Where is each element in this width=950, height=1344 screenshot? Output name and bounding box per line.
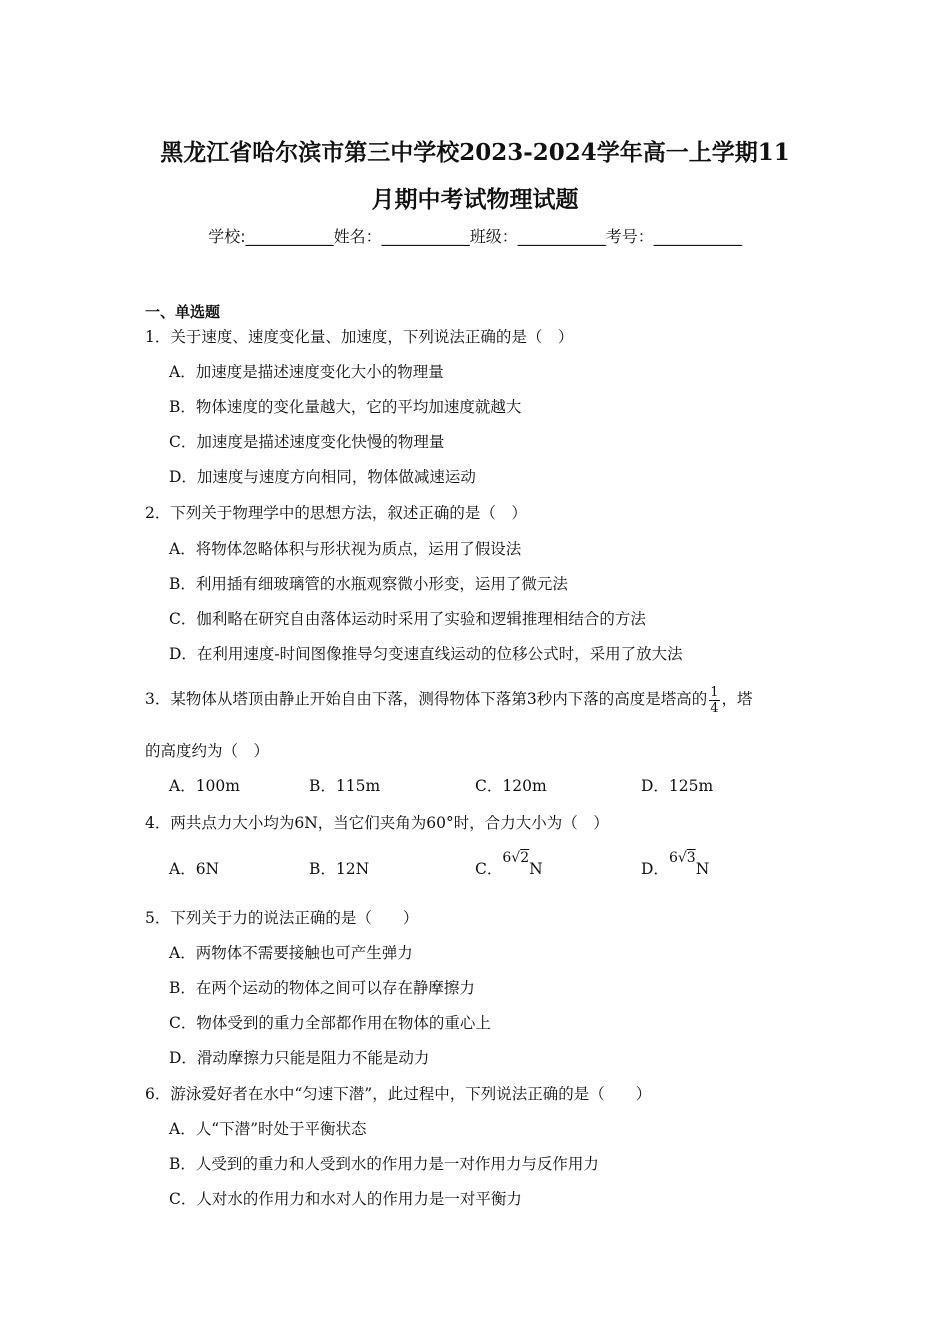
question-2-option-c: C．伽利略在研究自由落体运动时采用了实验和逻辑推理相结合的方法 (169, 610, 646, 628)
unit: N (529, 860, 543, 878)
question-4-options (169, 850, 849, 882)
question-5-option-d: D．滑动摩擦力只能是阻力不能是动力 (169, 1049, 430, 1067)
question-6-option-a: A．人“下潜”时处于平衡状态 (169, 1120, 367, 1138)
question-1-option-b: B．物体速度的变化量越大，它的平均加速度就越大 (169, 398, 522, 416)
question-2-option-a: A．将物体忽略体积与形状视为质点，运用了假设法 (169, 540, 522, 558)
title-line-2: 月期中考试物理试题 (371, 186, 579, 213)
question-1-option-c: C．加速度是描述速度变化快慢的物理量 (169, 433, 445, 451)
question-4-stem: 4．两共点力大小均为6N，当它们夹角为60°时，合力大小为（ ） (145, 814, 609, 832)
question-2-stem: 2．下列关于物理学中的思想方法，叙述正确的是（ ） (145, 504, 527, 522)
radicand: 2 (520, 850, 530, 866)
unit: N (695, 860, 710, 878)
class-field: 班级：___________ (469, 227, 606, 246)
school-field: 学校:___________ (208, 227, 334, 246)
question-3-stem (145, 680, 753, 718)
option-c-label: C． (475, 860, 503, 878)
option-c-radical: 6√2 (502, 850, 530, 866)
question-5-option-b: B．在两个运动的物体之间可以存在静摩擦力 (169, 979, 475, 997)
question-1-stem: 1．关于速度、速度变化量、加速度，下列说法正确的是（ ） (145, 328, 574, 346)
question-3-stem-continued: 的高度约为（ ） (145, 742, 270, 760)
question-3-option-a: A．100m (169, 777, 240, 795)
question-4-option-b: B．12N (309, 860, 370, 878)
question-2-option-d: D．在利用速度-时间图像推导匀变速直线运动的位移公式时，采用了放大法 (169, 645, 683, 663)
number-field: 考号：___________ (605, 227, 742, 246)
coefficient: 6 (502, 850, 512, 866)
coefficient: 6 (668, 850, 678, 866)
name-field: 姓名：___________ (333, 227, 470, 246)
option-d-label: D． (641, 860, 669, 878)
student-info (0, 227, 950, 247)
fraction-numerator: 1 (710, 684, 719, 700)
question-3-stem-part-a: 3．某物体从塔顶由静止开始自由下落，测得物体下落第3秒内下落的高度是塔高的 (145, 690, 708, 708)
section-heading: 一、单选题 (145, 303, 221, 321)
question-5-option-a: A．两物体不需要接触也可产生弹力 (169, 944, 413, 962)
question-3-stem-part-b: ，塔 (721, 690, 753, 708)
fraction-denominator: 4 (710, 700, 719, 716)
option-d-radical: 6√3 (668, 850, 696, 866)
question-1-option-d: D．加速度与速度方向相同，物体做减速运动 (169, 468, 476, 486)
radicand: 3 (686, 850, 696, 866)
question-5-option-c: C．物体受到的重力全部都作用在物体的重心上 (169, 1014, 491, 1032)
question-6-option-c: C．人对水的作用力和水对人的作用力是一对平衡力 (169, 1190, 522, 1208)
question-1-option-a: A．加速度是描述速度变化大小的物理量 (169, 363, 444, 381)
question-4-option-a: A．6N (169, 860, 220, 878)
question-3-options (169, 773, 849, 799)
question-6-option-b: B．人受到的重力和人受到水的作用力是一对作用力与反作用力 (169, 1155, 599, 1173)
title-line-1: 黑龙江省哈尔滨市第三中学校2023-2024学年高一上学期11 (160, 139, 790, 166)
question-6-stem: 6．游泳爱好者在水中“匀速下潜”，此过程中，下列说法正确的是（ ） (145, 1085, 652, 1103)
question-4-option-d (641, 850, 710, 883)
question-2-option-b: B．利用插有细玻璃管的水瓶观察微小形变，运用了微元法 (169, 575, 568, 593)
question-3-option-b: B．115m (309, 777, 381, 795)
question-5-stem: 5．下列关于力的说法正确的是（ ） (145, 909, 419, 927)
fraction (709, 685, 719, 716)
question-4-option-c (475, 850, 543, 883)
question-3-option-d: D．125m (641, 777, 714, 795)
question-3-option-c: C．120m (475, 777, 547, 795)
